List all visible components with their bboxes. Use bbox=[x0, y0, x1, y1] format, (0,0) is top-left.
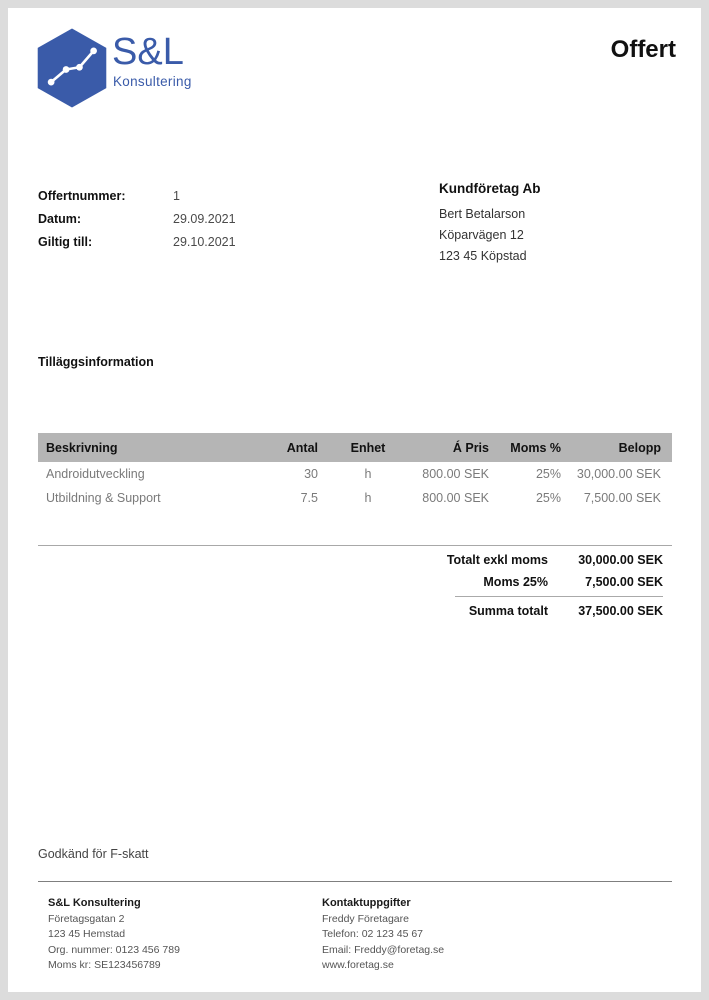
table-row bbox=[38, 462, 672, 486]
cell-antal: 30 bbox=[304, 467, 318, 481]
footer-company-street: Företagsgatan 2 bbox=[48, 912, 125, 925]
footer-contact-email: Email: Freddy@foretag.se bbox=[322, 943, 445, 956]
meta-value: 29.10.2021 bbox=[173, 234, 236, 249]
footer-company-heading: S&L Konsultering bbox=[48, 897, 141, 909]
table-row bbox=[38, 486, 672, 510]
footer-company-block bbox=[48, 896, 180, 974]
meta-label: Datum: bbox=[38, 211, 82, 226]
grand-total-value: 37,500.00 SEK bbox=[578, 604, 663, 618]
customer-address-block bbox=[439, 181, 541, 267]
footer-contact-person: Freddy Företagare bbox=[322, 912, 409, 925]
cell-belopp: 7,500.00 SEK bbox=[583, 491, 661, 505]
customer-name: Kundföretag Ab bbox=[439, 181, 541, 196]
meta-row-datum bbox=[38, 207, 236, 230]
document-sheet bbox=[8, 8, 701, 992]
column-header-a-pris: Á Pris bbox=[452, 440, 489, 455]
footer-divider bbox=[38, 881, 672, 882]
footer-contact-web: www.foretag.se bbox=[322, 959, 394, 971]
meta-row-giltig-till bbox=[38, 230, 236, 253]
footer-company-city: 123 45 Hemstad bbox=[48, 928, 126, 940]
totals-divider bbox=[455, 596, 663, 597]
customer-street: Köparvägen 12 bbox=[439, 228, 524, 242]
column-header-moms: Moms % bbox=[510, 440, 561, 455]
cell-moms: 25% bbox=[535, 491, 561, 505]
vat-value: 7,500.00 SEK bbox=[585, 575, 663, 589]
grand-total-row bbox=[38, 600, 672, 622]
grand-total-label: Summa totalt bbox=[468, 604, 548, 618]
cell-beskrivning: Androidutveckling bbox=[46, 467, 145, 481]
footer-contact-heading: Kontaktuppgifter bbox=[322, 897, 411, 909]
cell-a-pris: 800.00 SEK bbox=[422, 491, 489, 505]
total-excl-vat-value: 30,000.00 SEK bbox=[578, 553, 663, 567]
vat-label: Moms 25% bbox=[483, 575, 548, 589]
additional-info-heading: Tilläggsinformation bbox=[38, 355, 154, 369]
vat-row bbox=[38, 571, 672, 593]
meta-row-offertnummer bbox=[38, 184, 236, 207]
column-header-antal: Antal bbox=[286, 440, 318, 455]
column-header-belopp: Belopp bbox=[618, 440, 661, 455]
cell-enhet: h bbox=[364, 467, 372, 481]
cell-enhet: h bbox=[364, 491, 372, 505]
document-title: Offert bbox=[610, 36, 676, 63]
offer-meta bbox=[38, 184, 236, 253]
cell-beskrivning: Utbildning & Support bbox=[46, 491, 161, 505]
column-header-beskrivning: Beskrivning bbox=[46, 440, 118, 455]
meta-label: Offertnummer: bbox=[38, 188, 126, 203]
line-chart-hexagon-icon bbox=[33, 27, 111, 109]
brand-name: S&L bbox=[112, 31, 184, 73]
meta-value: 29.09.2021 bbox=[173, 211, 236, 226]
cell-antal: 7.5 bbox=[300, 491, 318, 505]
total-excl-vat-label: Totalt exkl moms bbox=[446, 553, 548, 567]
total-excl-vat-row bbox=[38, 549, 672, 571]
footer-company-orgnr: Org. nummer: 0123 456 789 bbox=[48, 943, 180, 956]
footer-company-vat: Moms kr: SE123456789 bbox=[48, 959, 161, 971]
items-table bbox=[38, 433, 672, 510]
brand-tagline: Konsultering bbox=[113, 74, 192, 89]
items-table-header-row bbox=[38, 433, 672, 462]
meta-label: Giltig till: bbox=[38, 234, 93, 249]
cell-moms: 25% bbox=[535, 467, 561, 481]
cell-a-pris: 800.00 SEK bbox=[422, 467, 489, 481]
footer-contact-phone: Telefon: 02 123 45 67 bbox=[322, 928, 424, 940]
customer-city: 123 45 Köpstad bbox=[439, 249, 527, 263]
cell-belopp: 30,000.00 SEK bbox=[576, 467, 661, 481]
totals-section bbox=[38, 545, 672, 622]
footer-contact-block bbox=[322, 896, 444, 974]
column-header-enhet: Enhet bbox=[350, 440, 386, 455]
meta-value: 1 bbox=[173, 188, 180, 203]
customer-contact-person: Bert Betalarson bbox=[439, 207, 526, 221]
f-tax-note: Godkänd för F-skatt bbox=[38, 847, 149, 861]
